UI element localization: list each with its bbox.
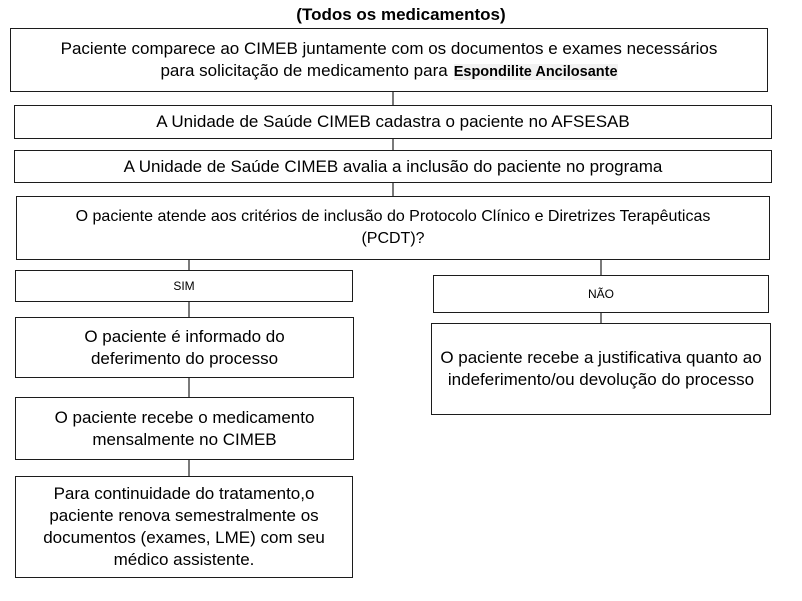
connector-criterios-nao [600,260,602,275]
branch-label-text: NÃO [587,287,614,301]
process-box-line: Paciente comparece ao CIMEB juntamente com os documentos e exames necessários [60,38,718,58]
process-box-line: A Unidade de Saúde CIMEB cadastra o paciente no AFSESAB [156,112,630,131]
branch-label-text: SIM [173,279,195,293]
connector-nao-justificativa [600,313,602,323]
connector-informado-medicamento [188,378,190,397]
decision-box-criterios-pcdt [16,196,770,260]
flowchart-title: (Todos os medicamentos) [296,5,506,24]
process-box-line: O paciente recebe a justificativa quanto ao indeferimento/ou devolução do processo [440,348,762,389]
process-box-line: A Unidade de Saúde CIMEB avalia a inclusão do paciente no programa [123,156,663,176]
connector-criterios-sim [188,260,190,270]
disease-name-highlight: Espondilite Ancilosante [453,63,618,80]
process-box-cadastra-afsesab [14,105,772,139]
process-box-line [160,60,617,83]
connector-sim-informado [188,302,190,317]
branch-label-sim [15,270,353,302]
process-box-line: O paciente é informado do deferimento do processo [84,326,285,368]
process-box-paciente-comparece [10,28,768,92]
connector-comparece-cadastra [392,92,394,105]
connector-cadastra-avalia [392,139,394,150]
decision-box-line: O paciente atende aos critérios de inclusão do Protocolo Clínico e Diretrizes Terapêuticas [75,208,711,225]
process-box-informado-deferimento [15,317,354,378]
process-box-avalia-inclusao [14,150,772,183]
process-box-justificativa-indeferimento [431,323,771,415]
connector-medicamento-continuidade [188,460,190,476]
process-box-continuidade-tratamento [15,476,353,578]
connector-avalia-criterios [392,183,394,196]
branch-label-nao [433,275,769,313]
process-box-line-text: para solicitação de medicamento para [160,60,448,80]
process-box-recebe-medicamento [15,397,354,460]
process-box-line: Para continuidade do tratamento,o paciente renova semestralmente os documentos (exames, LME) com seu médico assistente. [43,484,325,569]
decision-box-line: (PCDT)? [361,230,425,247]
process-box-line: O paciente recebe o medicamento mensalmente no CIMEB [54,407,315,449]
